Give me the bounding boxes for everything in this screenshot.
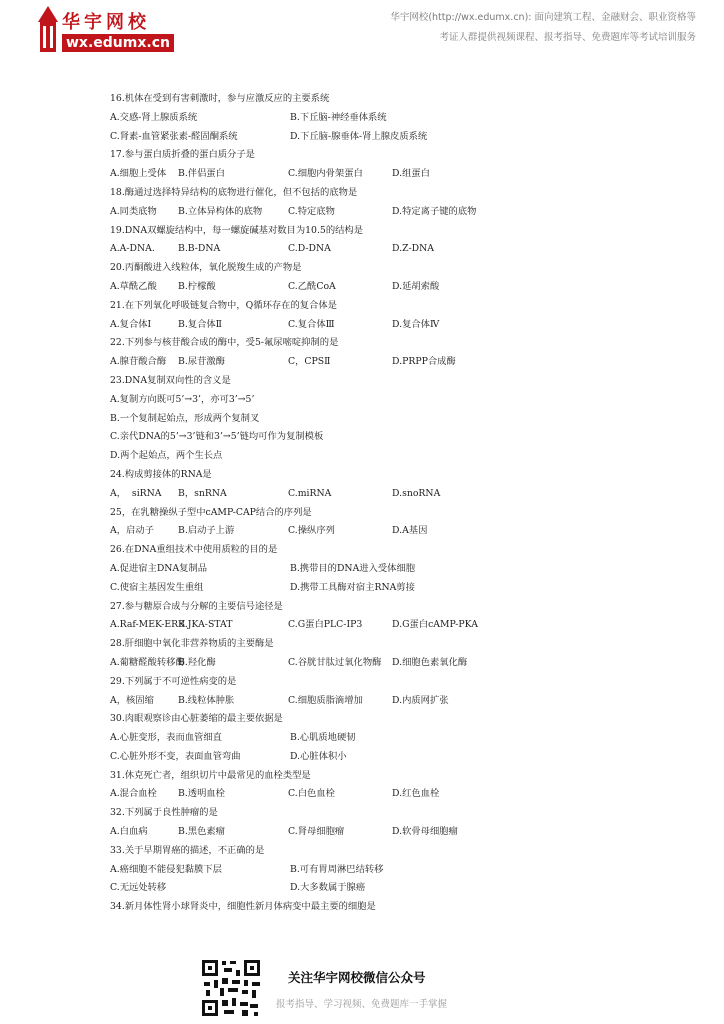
answer-option[interactable]: A.心脏变形，表而血管细直 (110, 732, 222, 744)
answer-option[interactable]: B.透明血栓 (178, 788, 225, 800)
option-row (110, 128, 690, 147)
question-list (110, 90, 690, 917)
answer-option[interactable]: D.红色血栓 (392, 788, 440, 800)
footer-subtitle: 报考指导、学习视频、免费题库一手掌握 (276, 999, 448, 1010)
page-footer (200, 958, 580, 1018)
answer-option[interactable]: A.细胞上受体 (110, 168, 167, 180)
answer-option[interactable]: D.软骨母细胞瘤 (392, 826, 458, 838)
question-stem: 17.参与蛋白质折叠的蛋白质分子是 (110, 149, 255, 161)
qr-code-icon[interactable] (200, 958, 262, 1018)
answer-option[interactable]: B，snRNA (178, 487, 227, 499)
answer-option[interactable]: A.交感-肾上腺质系统 (110, 111, 198, 123)
answer-option[interactable]: D.携带工具酶对宿主RNA剪接 (290, 581, 415, 593)
answer-option[interactable]: C.亲代DNA的5’→3’链和3’→5’链均可作为复制模板 (110, 431, 324, 443)
answer-option[interactable]: A.葡糖醛酸转移酶 (110, 656, 185, 668)
question-stem: 20.丙酮酸进入线粒体，氧化脱羧生成的产物是 (110, 262, 302, 274)
answer-option[interactable]: A.复合体Ⅰ (110, 318, 152, 330)
pencil-logo-icon (36, 6, 60, 56)
question-stem: 18.酶通过选择特异结构的底物进行催化，但不包括的底物是 (110, 186, 358, 198)
question-stem: 28.肝细胞中氧化非营养物质的主要酶是 (110, 638, 274, 650)
option-row (110, 278, 690, 297)
question-stem: 23.DNA复制双向性的含义是 (110, 374, 231, 386)
answer-option[interactable]: D.G蛋白cAMP-PKA (392, 619, 478, 631)
answer-option[interactable]: D.Z-DNA (392, 243, 434, 255)
question-stem: 34.新月体性肾小球肾炎中，细胞性新月体病变中最主要的细胞是 (110, 901, 376, 913)
answer-option[interactable]: A， siRNA (110, 487, 162, 499)
answer-option[interactable]: B.启动子上游 (178, 525, 235, 537)
answer-option[interactable]: A，核固缩 (110, 694, 154, 706)
question-stem: 29.下列属于不可逆性病变的是 (110, 675, 237, 687)
answer-option[interactable]: B.羟化酶 (178, 656, 216, 668)
question-stem: 25，在乳糖操纵子型中cAMP-CAP结合的序列是 (110, 506, 312, 518)
answer-option[interactable]: A，启动子 (110, 525, 154, 537)
answer-option[interactable]: C，CPSⅡ (288, 356, 331, 368)
footer-title: 关注华宇网校微信公众号 (288, 970, 426, 985)
answer-option[interactable]: B.立体异构体的底物 (178, 205, 263, 217)
option-row (110, 785, 690, 804)
option-row (110, 748, 690, 767)
answer-option[interactable]: C.D-DNA (288, 243, 331, 255)
answer-option[interactable]: B.柠檬酸 (178, 280, 216, 292)
option-row (110, 616, 690, 635)
answer-option[interactable]: C.复合体Ⅲ (288, 318, 335, 330)
answer-option[interactable]: B.下丘脑-神经垂体系统 (290, 111, 387, 123)
option-row (110, 879, 690, 898)
answer-option[interactable]: A.A-DNA. (110, 243, 155, 255)
question-stem: 22.下列参与核苷酸合成的酶中，受5-氟尿嘧啶抑制的是 (110, 337, 339, 349)
answer-option[interactable]: A.Raf-MEK-ERK (110, 619, 186, 631)
answer-option[interactable]: A.腺苷酸合酶 (110, 356, 167, 368)
brand-url[interactable]: wx.edumx.cn (62, 34, 174, 52)
answer-option[interactable]: D.A基因 (392, 525, 428, 537)
option-row (110, 861, 690, 880)
question-stem: 24.构成剪接体的RNA是 (110, 468, 212, 480)
answer-option[interactable]: C.G蛋白PLC-IP3 (288, 619, 363, 631)
question-stem: 33.关于早期胃癌的描述，不正确的是 (110, 844, 265, 856)
answer-option[interactable]: C.无远处转移 (110, 882, 167, 894)
answer-option[interactable]: A.白血病 (110, 826, 148, 838)
answer-option[interactable]: B.复合体Ⅱ (178, 318, 222, 330)
option-row (110, 560, 690, 579)
option-row (110, 522, 690, 541)
answer-option[interactable]: B.黑色素瘤 (178, 826, 225, 838)
question-stem: 16.机体在受到有害刺激时，参与应激反应的主要系统 (110, 93, 330, 104)
answer-option[interactable]: B.JKA-STAT (178, 619, 233, 631)
answer-option[interactable]: B.B-DNA (178, 243, 221, 255)
answer-option[interactable]: C.特定底物 (288, 205, 335, 217)
answer-option[interactable]: A.促进宿主DNA复制品 (110, 562, 208, 574)
answer-option[interactable]: C.白色血栓 (288, 788, 335, 800)
answer-option[interactable]: B.线粒体肿胀 (178, 694, 235, 706)
answer-option[interactable]: B.携带目的DNA进入受体细胞 (290, 562, 416, 574)
answer-option[interactable]: A.混合血栓 (110, 788, 157, 800)
page-header (0, 0, 724, 62)
answer-option[interactable]: C.肾素-血管紧张素-醛固酮系统 (110, 130, 238, 142)
header-info-line2: 考证人群提供视频课程、报考指导、免费题库等考试培训服务 (439, 32, 696, 43)
option-row (110, 165, 690, 184)
brand-name: 华宇网校 (62, 12, 150, 33)
answer-option[interactable]: D.大多数属于腺癌 (290, 882, 366, 894)
answer-option[interactable]: B.心肌质地硬韧 (290, 732, 356, 744)
answer-option[interactable]: C.谷胱甘肽过氧化物酶 (288, 656, 382, 668)
option-row (110, 240, 690, 259)
option-row (110, 428, 690, 447)
option-row (110, 109, 690, 128)
question-stem: 21.在下列氧化呼吸链复合物中，Q循环存在的复合体是 (110, 299, 337, 311)
answer-option[interactable]: B.尿苷激酶 (178, 356, 225, 368)
option-row (110, 729, 690, 748)
option-row (110, 447, 690, 466)
question-stem: 26.在DNA重组技术中使用质粒的目的是 (110, 544, 278, 556)
answer-option[interactable]: D.心脏体积小 (290, 750, 347, 762)
question-stem: 27.参与糖原合成与分解的主要信号途径是 (110, 600, 283, 612)
answer-option[interactable]: A.癌细胞不能侵犯黏膜下层 (110, 863, 222, 875)
answer-option[interactable]: A.草酰乙酸 (110, 280, 157, 292)
answer-option[interactable]: D.snoRNA (392, 487, 441, 499)
answer-option[interactable]: C.操纵序列 (288, 525, 335, 537)
option-row (110, 391, 690, 410)
question-stem: 32.下列属于良性肿瘤的是 (110, 807, 218, 819)
question-stem: 19.DNA双螺旋结构中，每一螺旋碱基对数目为10.5的结构是 (110, 224, 364, 236)
answer-option[interactable]: D.延胡索酸 (392, 280, 440, 292)
answer-option[interactable]: D.特定离子键的底物 (392, 205, 477, 217)
option-row (110, 692, 690, 711)
answer-option[interactable]: D.内质网扩张 (392, 694, 449, 706)
option-row (110, 316, 690, 335)
option-row (110, 410, 690, 429)
answer-option[interactable]: C.细胞质脂滴增加 (288, 694, 363, 706)
answer-option[interactable]: A.复制方向既可5’→3’，亦可3’→5’ (110, 393, 255, 405)
option-row (110, 579, 690, 598)
question-stem: 31.休克死亡者，组织切片中最常见的血栓类型是 (110, 769, 311, 781)
answer-option[interactable]: C.心脏外形不变，表面血管弯曲 (110, 750, 241, 762)
answer-option[interactable]: B.伴侣蛋白 (178, 168, 225, 180)
answer-option[interactable]: D.两个起始点，两个生长点 (110, 450, 223, 462)
answer-option[interactable]: C.肾母细胞瘤 (288, 826, 345, 838)
option-row (110, 654, 690, 673)
brand-logo[interactable] (36, 6, 176, 56)
answer-option[interactable]: D.组蛋白 (392, 168, 430, 180)
answer-option[interactable]: D.PRPP合成酶 (392, 356, 456, 368)
question-stem: 30.肉眼观察诊由心脏萎缩的最主要依据是 (110, 713, 283, 725)
answer-option[interactable]: C.miRNA (288, 487, 332, 499)
answer-option[interactable]: C.使宿主基因发生重组 (110, 581, 204, 593)
answer-option[interactable]: B.可有胃周淋巴结转移 (290, 863, 384, 875)
header-info (390, 8, 696, 48)
answer-option[interactable]: D.细胞色素氧化酶 (392, 656, 468, 668)
answer-option[interactable]: C.细胞内骨架蛋白 (288, 168, 363, 180)
option-row (110, 353, 690, 372)
answer-option[interactable]: C.乙酰CoA (288, 280, 336, 292)
answer-option[interactable]: D.下丘脑-腺垂体-肾上腺皮质系统 (290, 130, 428, 142)
answer-option[interactable]: A.同类底物 (110, 205, 157, 217)
answer-option[interactable]: D.复合体Ⅳ (392, 318, 440, 330)
option-row (110, 485, 690, 504)
option-row (110, 823, 690, 842)
header-info-line1: 华宇网校(http://wx.edumx.cn): 面向建筑工程、金融财会、职业资格等 (390, 12, 696, 23)
answer-option[interactable]: B.一个复制起始点，形成两个复制叉 (110, 412, 260, 424)
option-row (110, 203, 690, 222)
